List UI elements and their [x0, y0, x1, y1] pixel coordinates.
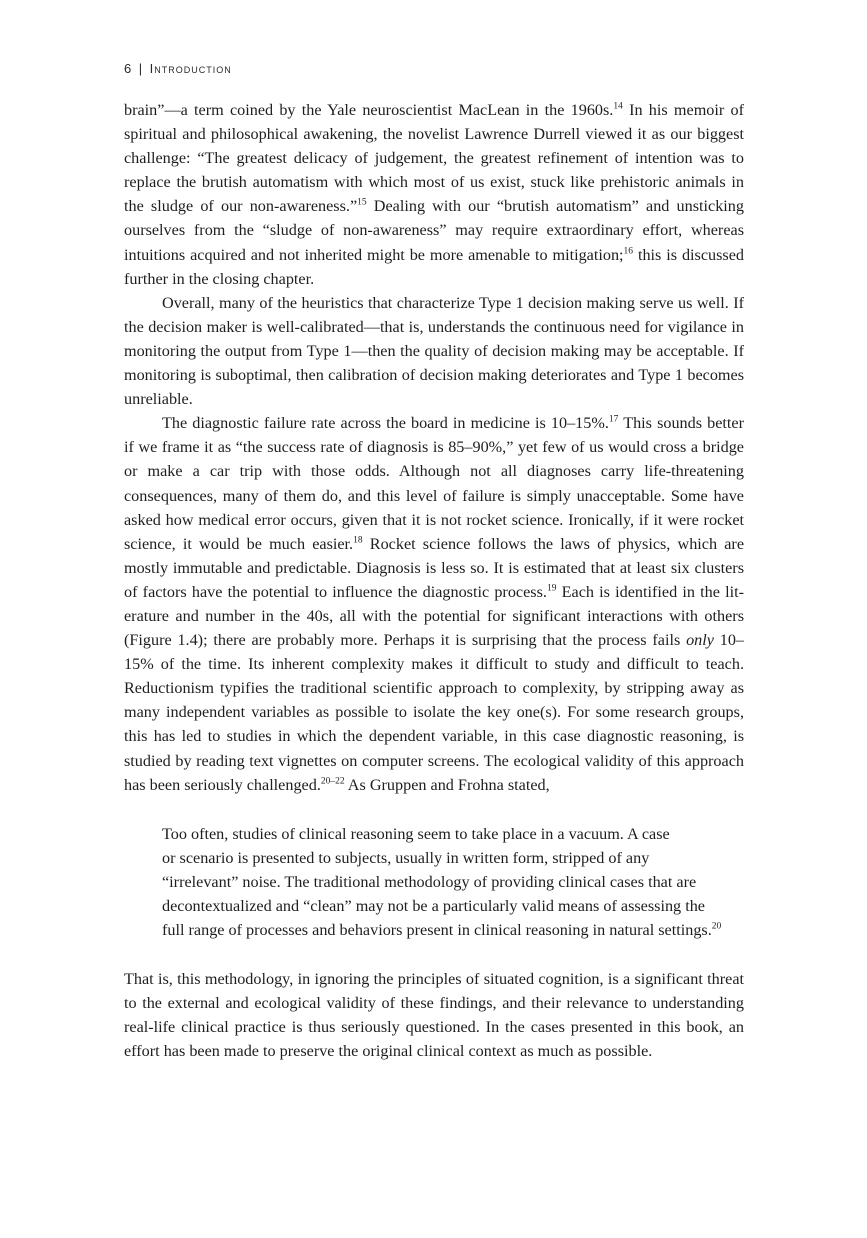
- text-run: Overall, many of the heuristics that characterize Type 1 decision making serve us well. If the decision maker is well-calibrated—that is, understands the continuous need for vigilance in monitoring the output from Type 1—then the quality of decision making may be acceptable. If monitoring is suboptimal, then calibration of decision making deteriorates and Type 1 becomes unreliable.: [124, 293, 744, 409]
- text-run: As Gruppen and Frohna stated,: [344, 775, 550, 794]
- text-run: Dealing with our “brutish automatism” and unsticking ourselves from the “sludge of non-awareness” may require extraordinary effort, whereas intuitions acquired and not inherited might be more amenable to mitigation;: [124, 197, 744, 264]
- chapter-title: Introduction: [149, 61, 232, 76]
- emphasis-text: only: [686, 631, 714, 650]
- book-page: [124, 58, 744, 1064]
- text-run: In his memoir of spiritual and philosophical awakening, the novelist Lawrence Durrell viewed it as our biggest challenge: “The greatest delicacy of judgement, the greatest refinement of intention was to replace the brutish automatism with which most of us exist, stuck like prehistoric animals in the sludge of our non-awareness.”: [124, 101, 744, 216]
- footnote-marker: 19: [546, 583, 557, 594]
- footnote-marker: 18: [353, 535, 363, 546]
- body-text: [124, 98, 744, 1064]
- footnote-marker: 16: [623, 246, 634, 257]
- quote-line: or scenario is presented to subjects, usually in written form, stripped of any: [162, 848, 650, 867]
- footnote-marker: 20: [711, 921, 722, 932]
- paragraph: [124, 291, 744, 411]
- quote-line: decontextualized and “clean” may not be a particularly valid means of assessing the: [162, 897, 705, 915]
- text-run: The diagnostic failure rate across the board in medicine is 10–15%.: [162, 414, 609, 433]
- closing-paragraph: [124, 967, 744, 1063]
- footnote-marker: 17: [608, 414, 619, 425]
- text-run: That is, this methodology, in ignoring the principles of situated cognition, is a significant threat to the external and ecological validity of these findings, and their relevance to understanding real-life clinical practice is thus seriously questioned. In the cases presented in this book, an effort has been made to preserve the original clinical context as much as possible.: [124, 970, 744, 1061]
- quote-line: Too often, studies of clinical reasoning seem to take place in a vacuum. A case: [162, 824, 670, 843]
- text-run: This sounds better if we frame it as “the success rate of diagnosis is 85–90%,” yet few of us would cross a bridge or make a car trip with those odds. Although not all diagnoses carry life-threatening consequences, many of them do, and this level of failure is simply unacceptable. Some have asked how medical error occurs, given that it is not rocket science. Ironically, if it were rocket science, it would be much easier.: [124, 414, 744, 553]
- text-run: 10– 15% of the time. Its inherent complexity makes it difficult to study and difficult to teach. Reductionism typifies the traditional scientific approach to complexity, by stripping away as many independent variables as possible to isolate the key one(s). For some research groups, this has led to studies in which the dependent variable, in this case diagnostic reasoning, is studied by reading text vignettes on computer screens. The ecological validity of this approach has been seriously challenged.: [124, 631, 745, 794]
- footnote-marker: 14: [613, 101, 623, 112]
- footnote-marker: 15: [357, 197, 367, 208]
- running-head-separator: |: [138, 61, 143, 76]
- text-run: this is discussed further in the closing chapter.: [124, 245, 745, 288]
- paragraph: [124, 98, 744, 291]
- quote-line-last: [162, 918, 744, 942]
- running-head: [124, 58, 744, 80]
- text-run: brain”—a term coined by the Yale neuroscientist MacLean in the 1960s.: [124, 101, 614, 119]
- quote-line: “irrelevant” noise. The traditional methodology of providing clinical cases that are: [162, 872, 697, 891]
- block-quote: [162, 822, 744, 942]
- paragraph: [124, 411, 744, 797]
- quote-line-text: full range of processes and behaviors present in clinical reasoning in natural settings.: [162, 921, 712, 940]
- page-number: 6: [124, 61, 132, 76]
- text-run: Each is identified in the literature and number in the 40s, all with the potential for significant interactions with others (Figure 1.4); there are probably more. Perhaps it is surprising that the process fails: [124, 582, 745, 650]
- text-run: Rocket science follows the laws of physics, which are mostly immutable and predictable. Diagnosis is less so. It is estimated that at least six clusters of factors have the potential to influence the diagnostic process.: [124, 534, 745, 601]
- footnote-marker: 20–22: [320, 776, 345, 787]
